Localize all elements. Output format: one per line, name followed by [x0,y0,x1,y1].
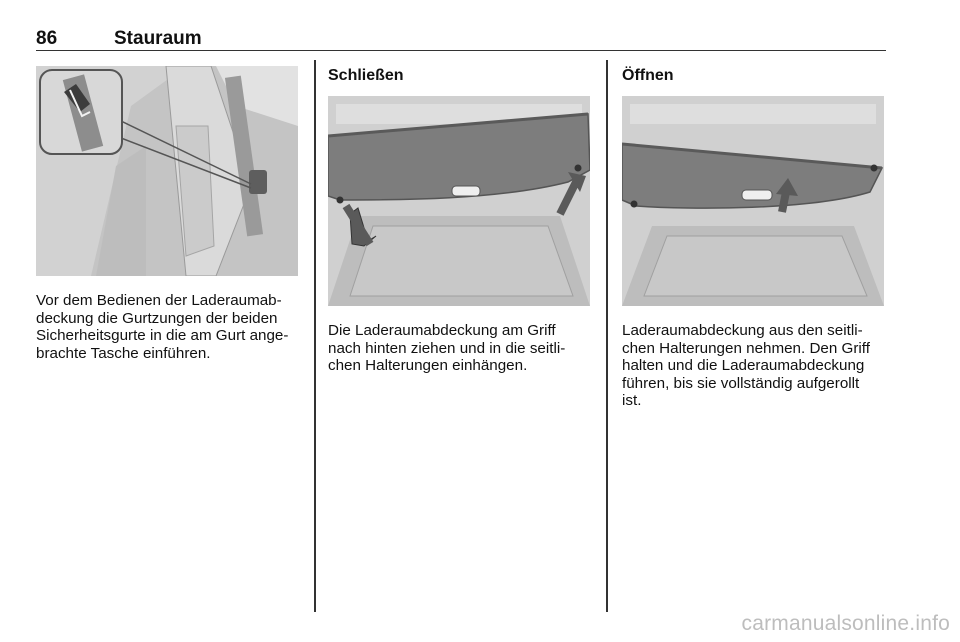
text-line: nach hinten ziehen und in die seitli- [328,339,566,357]
text-line: chen Halterungen nehmen. Den Griff [622,339,870,357]
col3-instruction-text [622,322,870,410]
column-divider-left [314,60,316,612]
page-header [36,24,886,51]
section-title-open: Öffnen [622,67,674,84]
text-line: Laderaumabdeckung aus den seitli- [622,322,863,339]
text-line: Sicherheitsgurte in die am Gurt ange- [36,327,289,344]
watermark: carmanualsonline.info [741,612,950,635]
text-line: Die Laderaumabdeckung am Griff [328,322,556,339]
section-title-close: Schließen [328,67,404,84]
page-number: 86 [36,28,58,49]
text-line: Vor dem Bedienen der Laderaumab- [36,292,282,309]
text-line: führen, bis sie vollständig aufgerollt [622,374,860,392]
text-line: brachte Tasche einführen. [36,344,211,362]
column-divider-right [606,60,608,612]
col2-instruction-text [328,322,565,375]
text-line: halten und die Laderaumabdeckung [622,357,865,374]
col1-instruction-text [36,292,288,362]
text-line: ist. [622,392,642,409]
seatbelt-pocket-illustration [36,66,298,276]
text-line: deckung die Gurtzungen der beiden [36,309,278,327]
opening-cover-illustration [622,96,884,306]
chapter-title: Stauraum [114,28,202,49]
closing-cover-illustration [328,96,590,306]
text-line: chen Halterungen einhängen. [328,357,528,374]
